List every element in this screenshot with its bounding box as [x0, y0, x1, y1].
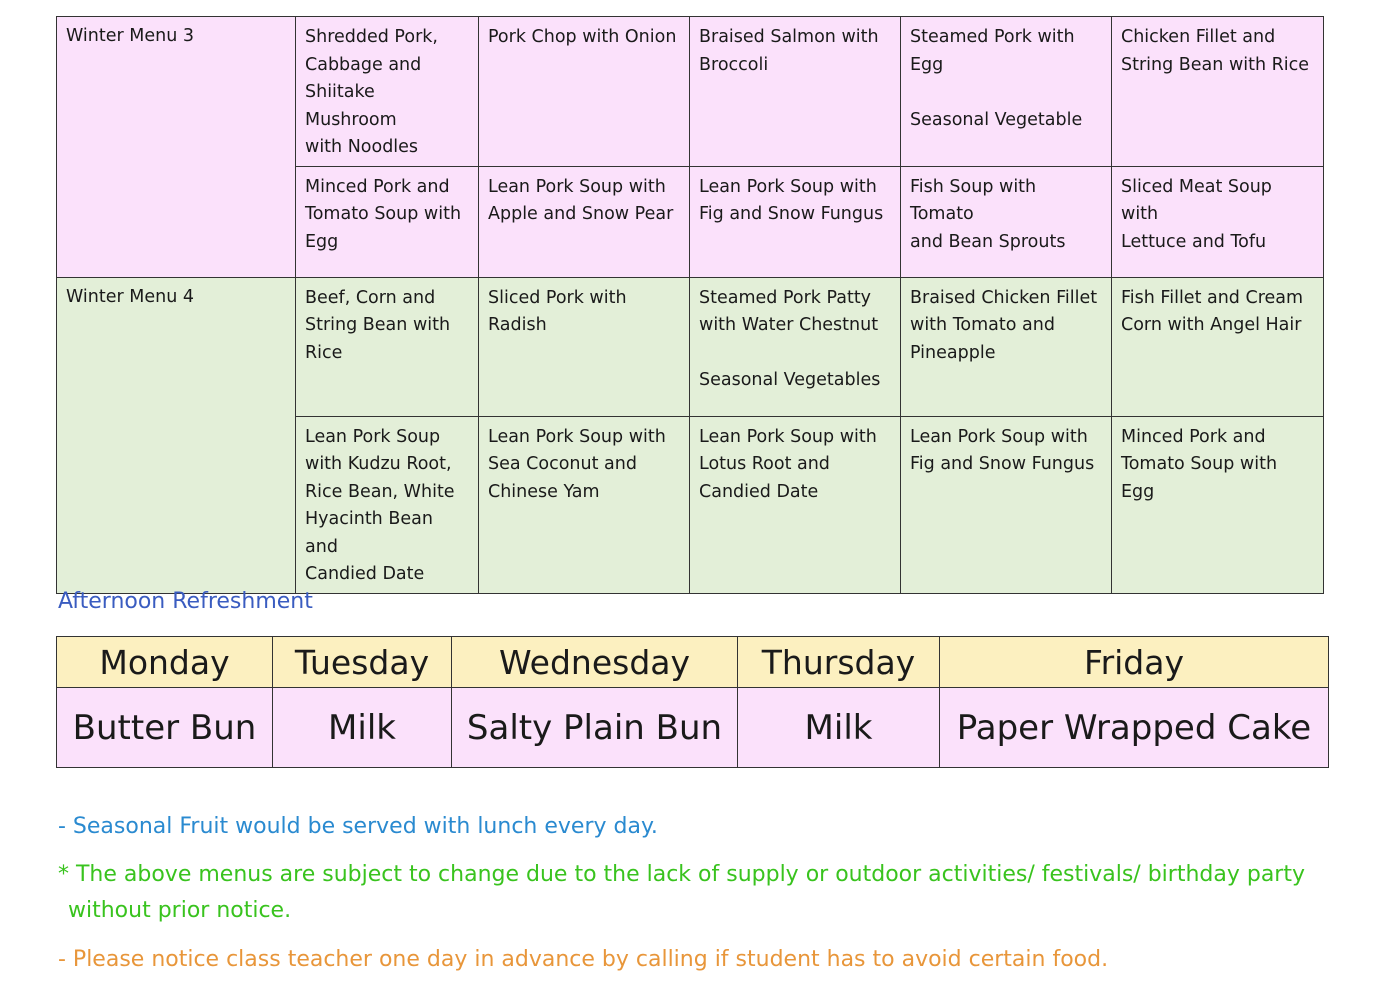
- day-header: Monday: [57, 637, 273, 688]
- soup-cell: Lean Pork Soup with Fig and Snow Fungus: [901, 416, 1112, 593]
- menu-cell: Pork Chop with Onion: [479, 17, 690, 167]
- refreshment-item: Butter Bun: [57, 688, 273, 768]
- note-menu-change: [58, 857, 1318, 929]
- note-menu-change-line2: without prior notice.: [68, 898, 292, 923]
- note-avoid-food: - Please notice class teacher one day in advance by calling if student has to avoid certain food.: [58, 947, 1109, 972]
- refreshment-item-row: [57, 688, 1329, 768]
- refreshment-item: Milk: [738, 688, 940, 768]
- day-header: Friday: [940, 637, 1329, 688]
- menu-cell: Steamed Pork with Egg Seasonal Vegetable: [901, 17, 1112, 167]
- day-header: Tuesday: [273, 637, 452, 688]
- soup-cell: Lean Pork Soup with Sea Coconut and Chinese Yam: [479, 416, 690, 593]
- soup-cell: Lean Pork Soup with Fig and Snow Fungus: [690, 166, 901, 277]
- menu-cell: Chicken Fillet and String Bean with Rice: [1112, 17, 1324, 167]
- refreshment-day-row: [57, 637, 1329, 688]
- soup-cell: Sliced Meat Soup with Lettuce and Tofu: [1112, 166, 1324, 277]
- refreshment-table: [56, 636, 1329, 768]
- soup-cell: Fish Soup with Tomato and Bean Sprouts: [901, 166, 1112, 277]
- note-menu-change-line1: * The above menus are subject to change due to the lack of supply or outdoor activities/ festivals/ birthday party: [58, 862, 1305, 887]
- menu-cell: Braised Chicken Fillet with Tomato and Pineapple: [901, 277, 1112, 416]
- menu-cell: Braised Salmon with Broccoli: [690, 17, 901, 167]
- soup-cell: Minced Pork and Tomato Soup with Egg: [1112, 416, 1324, 593]
- soup-cell: Minced Pork and Tomato Soup with Egg: [296, 166, 479, 277]
- soup-cell: Lean Pork Soup with Kudzu Root, Rice Bean, White Hyacinth Bean and Candied Date: [296, 416, 479, 593]
- menu-cell: Steamed Pork Patty with Water Chestnut Seasonal Vegetables: [690, 277, 901, 416]
- day-header: Thursday: [738, 637, 940, 688]
- afternoon-refreshment-heading: Afternoon Refreshment: [58, 589, 313, 614]
- menu-cell: Shredded Pork, Cabbage and Shiitake Mushroom with Noodles: [296, 17, 479, 167]
- menu-cell: Fish Fillet and Cream Corn with Angel Hair: [1112, 277, 1324, 416]
- soup-cell: Lean Pork Soup with Lotus Root and Candied Date: [690, 416, 901, 593]
- soup-cell: Lean Pork Soup with Apple and Snow Pear: [479, 166, 690, 277]
- refreshment-item: Milk: [273, 688, 452, 768]
- menu-name: Winter Menu 4: [57, 277, 296, 593]
- refreshment-item: Paper Wrapped Cake: [940, 688, 1329, 768]
- menu-cell: Beef, Corn and String Bean with Rice: [296, 277, 479, 416]
- lunch-menu-table: [56, 16, 1324, 594]
- refreshment-item: Salty Plain Bun: [452, 688, 738, 768]
- note-seasonal-fruit: - Seasonal Fruit would be served with lunch every day.: [58, 814, 658, 839]
- menu-cell: Sliced Pork with Radish: [479, 277, 690, 416]
- menu-name: Winter Menu 3: [57, 17, 296, 278]
- day-header: Wednesday: [452, 637, 738, 688]
- menu-3-main-row: [57, 17, 1324, 167]
- menu-4-main-row: [57, 277, 1324, 416]
